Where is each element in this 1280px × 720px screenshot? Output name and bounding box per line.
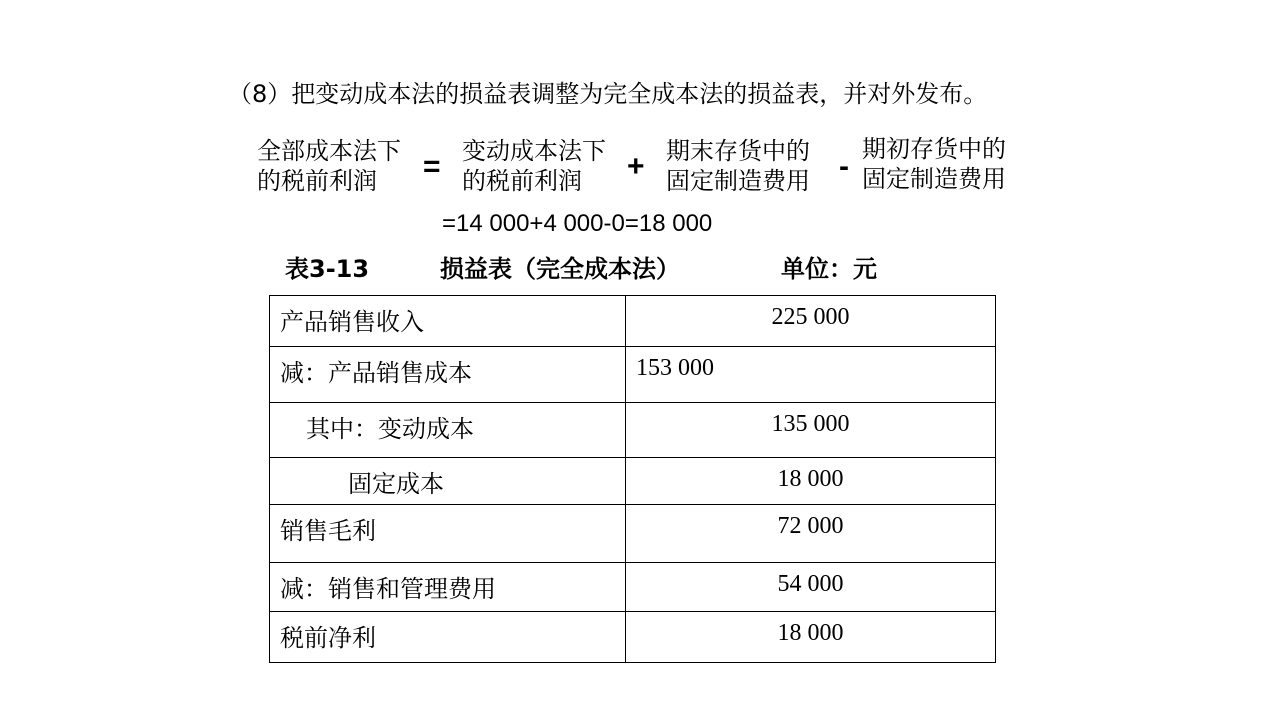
term-line: 全部成本法下 <box>257 137 401 165</box>
equation-term-beginning-inventory <box>862 134 1006 194</box>
row-value: 18 000 <box>626 612 996 663</box>
table-row <box>270 347 996 403</box>
plus-operator: + <box>627 150 645 183</box>
term-line: 变动成本法下 <box>462 137 606 165</box>
equation-term-ending-inventory <box>666 136 810 196</box>
table-row <box>270 458 996 505</box>
table-row <box>270 563 996 612</box>
equation-result: =14 000+4 000-0=18 000 <box>442 210 713 237</box>
income-statement-table <box>269 295 996 663</box>
row-label: 其中：变动成本 <box>270 403 626 458</box>
row-label: 减：销售和管理费用 <box>270 563 626 612</box>
row-value: 18 000 <box>626 458 996 505</box>
row-value: 135 000 <box>626 403 996 458</box>
minus-operator: - <box>839 150 849 183</box>
term-line: 固定制造费用 <box>666 167 810 195</box>
equation-term-absorption-profit <box>257 136 401 196</box>
step-heading: （8）把变动成本法的损益表调整为完全成本法的损益表，并对外发布。 <box>228 80 988 108</box>
row-label: 产品销售收入 <box>270 296 626 347</box>
table-title: 损益表（完全成本法） <box>440 255 680 283</box>
row-label: 固定成本 <box>270 458 626 505</box>
row-value: 72 000 <box>626 505 996 563</box>
term-line: 期初存货中的 <box>862 135 1006 163</box>
equals-operator: = <box>423 150 441 183</box>
row-value: 153 000 <box>626 347 996 403</box>
row-value: 225 000 <box>626 296 996 347</box>
equation-term-variable-profit <box>462 136 606 196</box>
row-label: 减：产品销售成本 <box>270 347 626 403</box>
table-row <box>270 505 996 563</box>
term-line: 期末存货中的 <box>666 137 810 165</box>
table-number: 表3-13 <box>285 255 370 283</box>
row-label: 税前净利 <box>270 612 626 663</box>
term-line: 的税前利润 <box>462 167 582 195</box>
row-label: 销售毛利 <box>270 505 626 563</box>
table-row <box>270 612 996 663</box>
term-line: 的税前利润 <box>257 167 377 195</box>
table-row <box>270 296 996 347</box>
term-line: 固定制造费用 <box>862 165 1006 193</box>
table-unit: 单位：元 <box>781 255 877 283</box>
row-value: 54 000 <box>626 563 996 612</box>
table-row <box>270 403 996 458</box>
